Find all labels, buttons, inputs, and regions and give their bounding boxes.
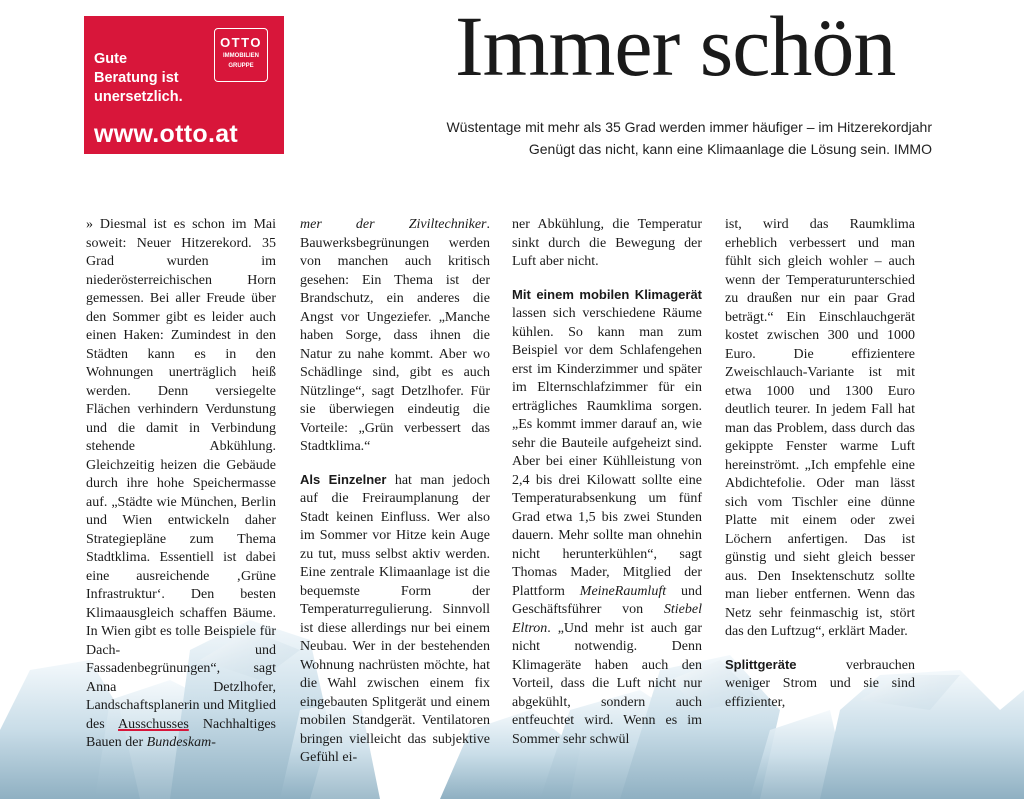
logo-sub-text: GRUPPE <box>228 63 254 69</box>
paragraph <box>300 471 490 768</box>
paragraph <box>86 216 276 753</box>
paragraph-lead: Als Einzelner <box>300 471 387 487</box>
article-headline: Immer schön <box>455 0 896 94</box>
otto-immobilien-ad[interactable] <box>84 16 284 154</box>
paragraph <box>725 656 915 713</box>
italic-run: Stiebel Eltron <box>512 602 702 636</box>
ad-url-link[interactable]: www.otto.at <box>94 120 239 148</box>
otto-logo <box>214 28 268 82</box>
logo-sub-text: IMMOBILIEN <box>223 53 259 59</box>
subline-line: Genügt das nicht, kann eine Klimaanlage die Lösung sein. IMMO <box>528 141 932 157</box>
ad-slogan-line: Gute <box>94 51 128 67</box>
italic-run: Bundeskam- <box>146 735 216 750</box>
text-run: ner Abkühlung, die Temperatur sinkt durch die Bewegung der Luft aber nicht. <box>512 217 702 269</box>
text-run: und Geschäftsführer von <box>512 583 702 617</box>
article-start-marker: » <box>86 217 93 232</box>
text-run: verbrauchen weniger Strom und sie sind effizienter, <box>725 657 915 710</box>
paragraph-lead: Mit einem mobilen Klimagerät <box>512 286 702 302</box>
article-column-2 <box>300 216 490 782</box>
text-run: hat man jedoch auf die Freiraumplanung der Stadt keinen Einfluss. Wer also im Sommer vor Hitze kein Auge zu tut, muss selbst aktiv werden. Eine zentrale Klimaanlage ist die bequemste Form der Temperaturregulierung. Sinnvoll ist diese allerdings nur bei einem Neubau. Wer in der bestehenden Wohnung nachrüsten möchte, hat die Wahl zwischen einem fix eingebauten Splitgerät und einem mobilen Standgerät. Ventilatoren bringen vielleicht das subjektive Gefühl ei- <box>300 472 491 765</box>
text-run: Nachhaltiges Bauen der <box>86 716 276 750</box>
paragraph-lead: Splittgeräte <box>725 656 797 672</box>
article-subline <box>372 116 932 160</box>
underlined-word: Ausschusses <box>118 716 189 732</box>
text-run: . Bauwerksbegrünungen werden von manchen auch kritisch gesehen: Ein Thema ist der Brandschutz, ein anderes die Angst vor Ungeziefer. „Manche haben Sorge, dass ihnen die Natur zu nahe kommt. Aber wo Schädlinge sind, gibt es auch Nützlinge“, sagt Detzlhofer. Für sie überwiegen eindeutig die Vorteile: „Grün verbessert das Stadtklima.“ <box>300 217 490 454</box>
text-run: ist, wird das Raumklima erheblich verbessert und man fühlt sich gleich wohler – auch wenn der Temperaturunterschied zu draußen nur ein paar Grad beträgt.“ Ein Einschlauchgerät kostet zwischen 300 und 1000 Euro. Die effizientere Zweischlauch-Variante ist mit etwa 1000 und 1300 Euro deutlich teurer. In jedem Fall hat man das Problem, dass durch das gekippte Fenster warme Luft hereinströmt. „Ich empfehle eine Abdichtefolie. Oder man lässt sich vom Tischler eine dünne Platte mit einem oder zwei Löchern anfertigen. Das ist günstig und sieht gleich besser aus. Den Insektenschutz sollte man lieber entfernen. Wenn das Netz sehr feinmaschig ist, stört das den Luftzug“, erklärt Mader. <box>725 217 915 639</box>
text-run: Diesmal ist es schon im Mai soweit: Neuer Hitzerekord. 35 Grad wurden im niederösterreichischen Horn gemessen. Bei aller Freude über den Sommer gibt es leider auch einen Haken: Zumindest in den Städten kann es in den Wohnungen unerträglich heiß werden. Denn versiegelte Flächen verhindern Verdunstung und die damit in Verbindung stehende Abkühlung. Gleichzeitig heizen die Gebäude durch ihre hohe Speichermasse auf. „Städte wie München, Berlin und Wien entwickeln daher Strategiepläne zum Thema Stadtklima. Essentiell ist dabei eine ausreichende ‚Grüne Infrastruktur‘. Den besten Klimaausgleich schaffen Bäume. In Wien gibt es tolle Beispiele für Dach- und Fassadenbegrünungen“, sagt Anna Detzlhofer, Landschaftsplanerin und Mitglied des <box>86 217 276 732</box>
text-run: lassen sich verschiedene Räume kühlen. So kann man zum Beispiel vor dem Schlafengehen erst im Kinderzimmer und später im Elternschlafzimmer für ein erträgliches Raumklima sorgen. „Es kommt immer darauf an, wie sehr die Bauteile aufgeheizt sind. Aber bei einer Kühlleistung von 2,4 bis drei Kilowatt sollte eine Temperaturabsenkung um fünf Grad etwa 1,5 bis zwei Stunden dauern. Mehr sollte man ohnehin nicht herunterkühlen“, sagt Thomas Mader, Mitglied der Plattform <box>512 306 702 599</box>
subline-line: Wüstentage mit mehr als 35 Grad werden immer häufiger – im Hitzerekordjahr <box>446 119 932 135</box>
italic-run: MeineRaumluft <box>579 583 667 599</box>
italic-run: mer der Ziviltechniker <box>300 217 487 232</box>
paragraph <box>300 216 490 457</box>
paragraph <box>725 216 915 642</box>
ad-slogan-line: Beratung ist <box>94 70 179 86</box>
ad-slogan <box>94 50 183 107</box>
article-column-4 <box>725 216 915 726</box>
ad-slogan-line: unersetzlich. <box>94 89 183 105</box>
paragraph <box>512 286 702 750</box>
paragraph <box>512 216 702 272</box>
text-run: . „Und mehr ist auch gar nicht notwendig. Denn Klimageräte haben auch den Vorteil, dass die Luft nicht nur abgekühlt, sondern auch entfeuchtet wird. Wenn es im Sommer sehr schwül <box>512 620 702 747</box>
logo-main-text: OTTO <box>220 35 262 50</box>
article-column-1 <box>86 216 276 767</box>
article-column-3 <box>512 216 702 763</box>
